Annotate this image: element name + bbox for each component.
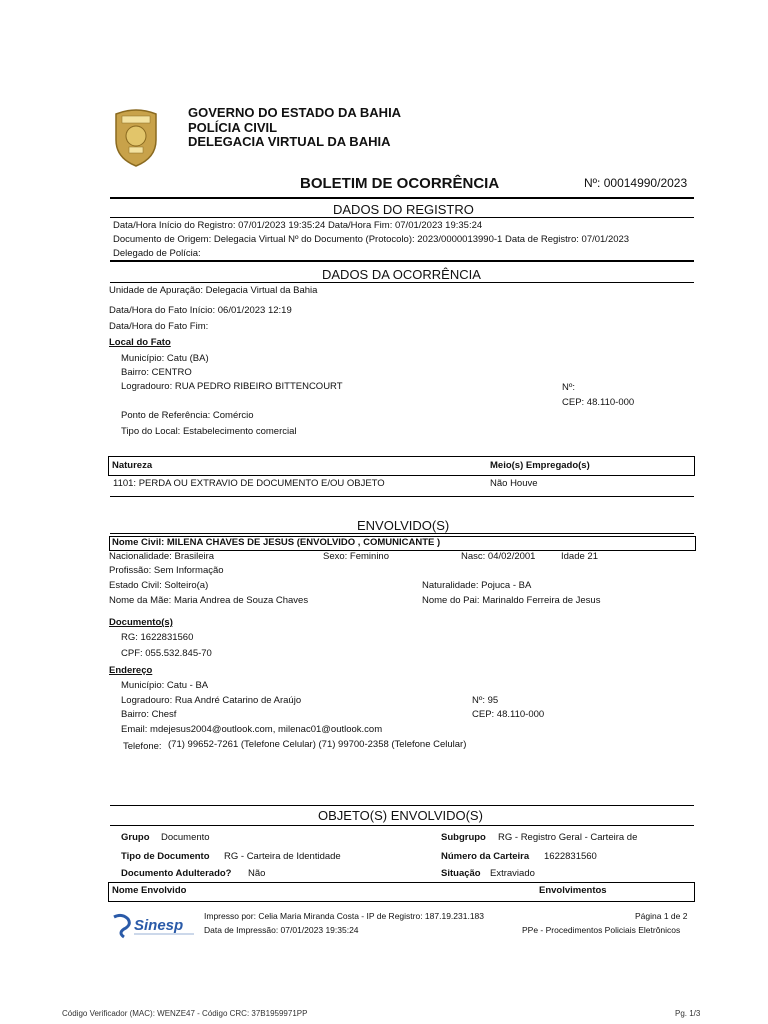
adulterado-label: Documento Adulterado? xyxy=(121,868,232,879)
meio-value: Não Houve xyxy=(490,478,538,489)
tipo-local: Tipo do Local: Estabelecimento comercial xyxy=(121,426,297,437)
impresso-por: Impresso por: Celia Maria Miranda Costa - IP de Registro: 187.19.231.183 xyxy=(204,911,485,921)
ponto-referencia: Ponto de Referência: Comércio xyxy=(121,410,254,421)
registro-delegado: Delegado de Polícia: xyxy=(113,248,201,259)
sexo: Sexo: Feminino xyxy=(323,551,390,562)
natureza-value: 1101: PERDA OU EXTRAVIO DE DOCUMENTO E/OU OBJETO xyxy=(113,478,385,489)
nome-pai: Nome do Pai: Marinaldo Ferreira de Jesus xyxy=(422,595,601,606)
svg-text:Sinesp: Sinesp xyxy=(134,917,184,934)
header-government: GOVERNO DO ESTADO DA BAHIA xyxy=(188,105,402,120)
idade: Idade 21 xyxy=(561,551,598,562)
numero-carteira-value: 1622831560 xyxy=(544,851,597,862)
registro-heading: DADOS DO REGISTRO xyxy=(333,202,474,217)
email: Email: mdejesus2004@outlook.com, milenac01@outlook.com xyxy=(121,724,383,735)
rg: RG: 1622831560 xyxy=(121,632,194,643)
fato-fim: Data/Hora do Fato Fim: xyxy=(109,321,209,332)
telefone-value: (71) 99652-7261 (Telefone Celular) (71) 99700-2358 (Telefone Celular) xyxy=(168,739,467,750)
estado-civil: Estado Civil: Solteiro(a) xyxy=(109,580,209,591)
page-counter: Pg. 1/3 xyxy=(675,1009,701,1018)
natureza-table-header xyxy=(108,456,695,476)
situacao-label: Situação xyxy=(441,868,481,879)
numero-carteira-label: Número da Carteira xyxy=(441,851,530,862)
local-bairro: Bairro: CENTRO xyxy=(121,367,192,378)
cpf: CPF: 055.532.845-70 xyxy=(121,648,212,659)
end-numero: Nº: 95 xyxy=(472,695,499,706)
registro-line1: Data/Hora Início do Registro: 07/01/2023 19:35:24 Data/Hora Fim: 07/01/2023 19:35:24 xyxy=(113,220,483,231)
fato-inicio: Data/Hora do Fato Início: 06/01/2023 12:19 xyxy=(109,305,292,316)
unidade-apuracao: Unidade de Apuração: Delegacia Virtual da Bahia xyxy=(109,285,318,296)
objetos-heading: OBJETO(S) ENVOLVIDO(S) xyxy=(318,808,483,823)
end-logradouro: Logradouro: Rua André Catarino de Araújo xyxy=(121,695,302,706)
adulterado-value: Não xyxy=(248,868,266,879)
nascimento: Nasc: 04/02/2001 xyxy=(461,551,536,562)
local-numero: Nº: xyxy=(562,382,575,393)
nome-envolvido-col: Nome Envolvido xyxy=(112,885,187,896)
end-cep: CEP: 48.110-000 xyxy=(472,709,545,720)
nacionalidade: Nacionalidade: Brasileira xyxy=(109,551,215,562)
meio-col-header: Meio(s) Empregado(s) xyxy=(490,460,590,471)
local-fato-title: Local do Fato xyxy=(109,337,171,348)
registro-line2: Documento de Origem: Delegacia Virtual Nº do Documento (Protocolo): 2023/0000013990-1 Data de Registro: 07/01/2023 xyxy=(113,234,630,245)
documentos-title: Documento(s) xyxy=(109,617,173,628)
sinesp-logo xyxy=(110,911,202,941)
end-bairro: Bairro: Chesf xyxy=(121,709,177,720)
codigo-verificador: Código Verificador (MAC): WENZE47 - Código CRC: 37B1959971PP xyxy=(62,1009,308,1018)
data-impressao: Data de Impressão: 07/01/2023 19:35:24 xyxy=(204,925,359,935)
nome-civil: Nome Civil: MILENA CHAVES DE JESUS (ENVOLVIDO , COMUNICANTE ) xyxy=(112,537,441,548)
document-number: Nº: 00014990/2023 xyxy=(584,176,688,190)
envolvimentos-table-header xyxy=(108,882,695,902)
envolvimentos-col: Envolvimentos xyxy=(539,885,607,896)
telefone-label: Telefone: xyxy=(123,741,162,752)
grupo-value: Documento xyxy=(161,832,210,843)
envolvidos-heading: ENVOLVIDO(S) xyxy=(357,518,450,533)
pagina: Página 1 de 2 xyxy=(635,911,688,921)
subgrupo-label: Subgrupo xyxy=(441,832,486,843)
nome-mae: Nome da Mãe: Maria Andrea de Souza Chaves xyxy=(109,595,309,606)
grupo-label: Grupo xyxy=(121,832,150,843)
header-police: POLÍCIA CIVIL xyxy=(188,120,278,135)
tipo-documento-value: RG - Carteira de Identidade xyxy=(224,851,341,862)
subgrupo-value: RG - Registro Geral - Carteira de xyxy=(498,832,638,843)
police-badge-logo xyxy=(110,106,162,168)
document-title: BOLETIM DE OCORRÊNCIA xyxy=(300,175,500,192)
profissao: Profissão: Sem Informação xyxy=(109,565,224,576)
situacao-value: Extraviado xyxy=(490,868,535,879)
end-municipio: Município: Catu - BA xyxy=(121,680,209,691)
header-delegacia: DELEGACIA VIRTUAL DA BAHIA xyxy=(188,134,391,149)
ocorrencia-heading: DADOS DA OCORRÊNCIA xyxy=(322,267,481,282)
tipo-documento-label: Tipo de Documento xyxy=(121,851,210,862)
local-logradouro: Logradouro: RUA PEDRO RIBEIRO BITTENCOURT xyxy=(121,381,343,392)
sistema: PPe - Procedimentos Policiais Eletrônicos xyxy=(522,925,681,935)
natureza-col-header: Natureza xyxy=(112,460,153,471)
naturalidade: Naturalidade: Pojuca - BA xyxy=(422,580,532,591)
local-municipio: Município: Catu (BA) xyxy=(121,353,209,364)
local-cep: CEP: 48.110-000 xyxy=(562,397,635,408)
endereco-title: Endereço xyxy=(109,665,153,676)
